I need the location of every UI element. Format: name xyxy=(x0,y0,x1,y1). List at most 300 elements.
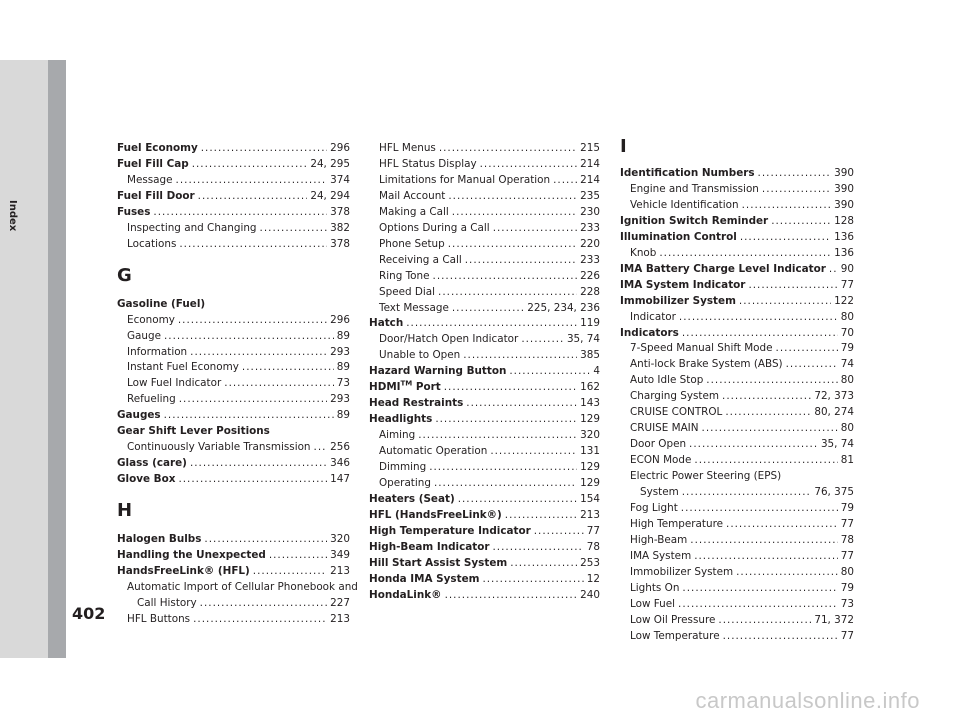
entry-label: Fuel Fill Cap xyxy=(117,157,189,170)
entry-label: Automatic Import of Cellular Phonebook and xyxy=(127,580,358,593)
index-subentry[interactable] xyxy=(620,421,854,437)
entry-label: Low Oil Pressure xyxy=(630,613,716,626)
index-entry[interactable] xyxy=(117,564,350,580)
page-reference[interactable]: 256 xyxy=(330,441,350,454)
index-subentry[interactable] xyxy=(369,460,600,476)
entry-label: HFL Menus xyxy=(379,142,436,154)
entry-label: High Temperature xyxy=(630,517,724,530)
page-reference[interactable]: 230 xyxy=(580,205,600,218)
leader-dots xyxy=(725,405,811,421)
index-entry[interactable] xyxy=(620,230,854,246)
index-subentry[interactable] xyxy=(620,357,854,373)
page-reference[interactable]: 131 xyxy=(580,445,600,458)
page-reference[interactable]: 79 xyxy=(840,502,854,515)
index-subentry[interactable] xyxy=(117,329,350,345)
page-reference[interactable]: 390 xyxy=(834,198,854,211)
page-reference[interactable]: 225, 234, 236 xyxy=(527,301,600,314)
entry-label: Low Fuel Indicator xyxy=(127,377,222,390)
entry-label: Speed Dial xyxy=(379,285,436,298)
page-reference[interactable]: 4 xyxy=(593,365,600,378)
index-entry[interactable] xyxy=(117,456,350,472)
index-subentry[interactable] xyxy=(369,221,600,237)
entry-label: HFL Buttons xyxy=(127,612,191,625)
index-subentry[interactable] xyxy=(369,237,600,253)
page-reference[interactable]: 77 xyxy=(840,517,854,530)
page-reference[interactable]: 154 xyxy=(580,492,600,505)
entry-label: Glass (care) xyxy=(117,457,187,470)
page-reference[interactable]: 382 xyxy=(330,221,350,234)
leader-dots xyxy=(452,301,524,317)
leader-dots xyxy=(722,389,811,405)
index-subentry[interactable] xyxy=(620,565,854,581)
page-reference[interactable]: 147 xyxy=(330,473,350,486)
index-subentry[interactable] xyxy=(117,580,358,596)
page-reference[interactable]: 35, 74 xyxy=(566,333,600,346)
page-reference[interactable]: 24, 294 xyxy=(310,189,350,202)
page-reference[interactable]: 78 xyxy=(586,540,600,553)
entry-label: Indicator xyxy=(630,310,676,323)
leader-dots xyxy=(439,141,577,157)
entry-label: CRUISE MAIN xyxy=(630,422,699,435)
leader-dots xyxy=(682,326,838,342)
page-reference[interactable]: 233 xyxy=(580,253,600,266)
index-entry[interactable] xyxy=(620,262,854,278)
entry-label: Options During a Call xyxy=(379,221,490,234)
index-entry[interactable] xyxy=(369,316,600,332)
index-subentry[interactable] xyxy=(117,596,350,612)
leader-dots xyxy=(689,437,818,453)
entry-label: HFL (HandsFreeLink®) xyxy=(369,508,502,521)
leader-dots xyxy=(190,456,327,472)
section-letter: G xyxy=(117,264,132,286)
leader-dots xyxy=(260,221,328,237)
entry-label: Hazard Warning Button xyxy=(369,365,507,378)
index-subentry[interactable] xyxy=(117,376,350,392)
entry-label: Aiming xyxy=(379,429,416,442)
leader-dots xyxy=(179,237,327,253)
page-reference[interactable]: 129 xyxy=(580,413,600,426)
page-reference[interactable]: 80 xyxy=(840,565,854,578)
page-reference[interactable]: 73 xyxy=(336,377,350,390)
index-entry[interactable] xyxy=(117,141,350,157)
leader-dots xyxy=(433,269,578,285)
entry-label: IMA System xyxy=(630,549,692,562)
page-reference[interactable]: 73 xyxy=(840,597,854,610)
page-reference[interactable]: 77 xyxy=(840,278,854,291)
entry-label: Auto Idle Stop xyxy=(630,374,704,387)
index-subentry[interactable] xyxy=(117,237,350,253)
entry-label: Phone Setup xyxy=(379,237,445,250)
page-reference[interactable]: 129 xyxy=(580,477,600,490)
page-reference[interactable]: 296 xyxy=(330,142,350,154)
index-subentry[interactable] xyxy=(620,597,854,613)
index-entry[interactable] xyxy=(117,548,350,564)
page-reference[interactable]: 214 xyxy=(580,173,600,186)
page-reference[interactable]: 349 xyxy=(330,549,350,562)
entry-label: Instant Fuel Economy xyxy=(127,361,239,374)
index-entry[interactable] xyxy=(369,412,600,428)
index-entry[interactable] xyxy=(117,157,350,173)
entry-label: Hatch xyxy=(369,317,404,330)
page-reference[interactable]: 293 xyxy=(330,393,350,406)
page-reference[interactable]: 90 xyxy=(840,262,854,275)
index-subentry[interactable] xyxy=(620,310,854,326)
section-letter: I xyxy=(620,136,627,157)
page-reference[interactable]: 143 xyxy=(580,397,600,410)
page-reference[interactable]: 77 xyxy=(840,549,854,562)
page-reference[interactable]: 72, 373 xyxy=(814,390,854,403)
index-subentry[interactable] xyxy=(620,373,854,389)
page-reference[interactable]: 79 xyxy=(840,342,854,355)
leader-dots xyxy=(444,380,577,396)
entry-label: Illumination Control xyxy=(620,230,737,243)
leader-dots xyxy=(739,294,831,310)
entry-label: Information xyxy=(127,345,188,358)
index-subentry[interactable] xyxy=(620,629,854,645)
index-subentry[interactable] xyxy=(369,189,600,205)
index-subentry[interactable] xyxy=(620,437,854,453)
leader-dots xyxy=(178,313,327,329)
index-entry[interactable] xyxy=(117,532,350,548)
leader-dots xyxy=(176,173,328,189)
watermark: carmanualsonline.info xyxy=(695,688,920,713)
entry-label-suffix: Port xyxy=(412,381,441,394)
leader-dots xyxy=(429,460,577,476)
leader-dots xyxy=(435,412,577,428)
entry-label: Anti-lock Brake System (ABS) xyxy=(630,358,783,371)
index-subentry[interactable] xyxy=(620,501,854,517)
page-reference[interactable]: 35, 74 xyxy=(820,438,854,451)
index-subentry[interactable] xyxy=(117,221,350,237)
page-reference[interactable]: 78 xyxy=(840,533,854,546)
page-reference[interactable]: 79 xyxy=(840,581,854,594)
page-reference[interactable]: 240 xyxy=(580,588,600,601)
leader-dots xyxy=(445,588,578,604)
page-reference[interactable]: 76, 375 xyxy=(814,486,854,499)
entry-label: Low Fuel xyxy=(630,597,676,610)
leader-dots xyxy=(726,517,838,533)
page-reference[interactable]: 81 xyxy=(840,454,854,467)
index-subentry[interactable] xyxy=(369,205,600,221)
index-subentry[interactable] xyxy=(117,345,350,361)
page-reference[interactable]: 89 xyxy=(336,329,350,342)
entry-label xyxy=(369,380,441,396)
leader-dots xyxy=(201,141,327,157)
index-subentry[interactable] xyxy=(369,476,600,492)
leader-dots xyxy=(198,189,308,205)
page-reference[interactable]: 77 xyxy=(840,629,854,642)
index-subentry[interactable] xyxy=(369,348,600,364)
entry-label: Economy xyxy=(127,313,175,326)
entry-label: Making a Call xyxy=(379,205,449,218)
side-tab-accent xyxy=(48,60,66,658)
index-subentry[interactable] xyxy=(620,246,854,262)
entry-label: Locations xyxy=(127,237,177,250)
index-entry[interactable] xyxy=(117,472,350,488)
page-reference[interactable]: 215 xyxy=(580,142,600,154)
page-reference[interactable]: 89 xyxy=(336,361,350,374)
entry-label: HondaLink® xyxy=(369,588,442,601)
index-subentry[interactable] xyxy=(620,581,854,597)
index-entry[interactable] xyxy=(117,205,350,221)
entry-label: Honda IMA System xyxy=(369,572,480,585)
leader-dots xyxy=(718,613,811,629)
index-subentry[interactable] xyxy=(117,360,350,376)
index-entry[interactable] xyxy=(369,380,600,396)
leader-dots xyxy=(438,285,577,301)
page-reference[interactable]: 220 xyxy=(580,237,600,250)
side-tab xyxy=(0,60,48,658)
entry-label: Refueling xyxy=(127,393,176,406)
index-subentry[interactable] xyxy=(117,313,350,329)
index-subentry[interactable] xyxy=(117,440,350,456)
entry-label: Automatic Operation xyxy=(379,445,488,458)
side-tab-label: Index xyxy=(7,200,18,232)
page-reference[interactable]: 122 xyxy=(834,294,854,307)
entry-label: High-Beam Indicator xyxy=(369,540,490,553)
leader-dots xyxy=(694,453,837,469)
index-entry[interactable] xyxy=(369,364,600,380)
page-reference[interactable]: 233 xyxy=(580,221,600,234)
index-entry[interactable] xyxy=(369,492,600,508)
page-reference[interactable]: 214 xyxy=(580,157,600,170)
leader-dots xyxy=(204,532,327,548)
leader-dots xyxy=(493,540,584,556)
entry-label: Ring Tone xyxy=(379,269,430,282)
index-subentry[interactable] xyxy=(620,549,854,565)
index-entry[interactable] xyxy=(117,408,350,424)
entry-label: Handling the Unexpected xyxy=(117,549,266,562)
page-reference[interactable]: 390 xyxy=(834,182,854,195)
entry-label: Identification Numbers xyxy=(620,167,755,179)
leader-dots xyxy=(164,329,334,345)
entry-label: Mail Account xyxy=(379,189,446,202)
index-subentry[interactable] xyxy=(620,405,854,421)
entry-label: Immobilizer System xyxy=(630,565,734,578)
leader-dots xyxy=(702,421,838,437)
leader-dots xyxy=(681,501,838,517)
page-reference[interactable]: 378 xyxy=(330,205,350,218)
page-reference[interactable]: 129 xyxy=(580,461,600,474)
entry-label: Immobilizer System xyxy=(620,294,736,307)
leader-dots xyxy=(466,396,577,412)
page-reference[interactable]: 296 xyxy=(330,313,350,326)
leader-dots xyxy=(434,476,577,492)
index-subentry[interactable] xyxy=(369,173,600,189)
index-entry[interactable] xyxy=(117,297,350,313)
entry-label: Vehicle Identification xyxy=(630,198,739,211)
page-reference[interactable]: 70 xyxy=(840,326,854,339)
page-reference[interactable]: 136 xyxy=(834,230,854,243)
page-reference[interactable]: 213 xyxy=(330,565,350,578)
entry-label: Gauge xyxy=(127,329,161,342)
leader-dots xyxy=(224,376,334,392)
leader-dots xyxy=(200,596,327,612)
page-reference[interactable]: 213 xyxy=(330,612,350,625)
index-subentry[interactable] xyxy=(620,198,854,214)
index-column-3 xyxy=(620,136,854,645)
page-reference[interactable]: 77 xyxy=(586,524,600,537)
leader-dots xyxy=(480,157,578,173)
entry-label: Hill Start Assist System xyxy=(369,556,508,569)
leader-dots xyxy=(314,440,328,456)
leader-dots xyxy=(690,533,837,549)
page-reference[interactable]: 374 xyxy=(330,173,350,186)
page-reference[interactable]: 136 xyxy=(834,246,854,259)
entry-label: Operating xyxy=(379,477,431,490)
page-reference[interactable]: 24, 295 xyxy=(310,157,350,170)
leader-dots xyxy=(242,360,334,376)
index-entry[interactable] xyxy=(620,278,854,294)
index-entry[interactable] xyxy=(369,508,600,524)
leader-dots xyxy=(269,548,327,564)
page-reference[interactable]: 226 xyxy=(580,269,600,282)
page-reference[interactable]: 228 xyxy=(580,285,600,298)
entry-label: Lights On xyxy=(630,581,680,594)
page-reference[interactable]: 378 xyxy=(330,237,350,250)
leader-dots xyxy=(178,472,327,488)
entry-label: Halogen Bulbs xyxy=(117,533,202,546)
index-subentry[interactable] xyxy=(620,533,854,549)
entry-label: Door Open xyxy=(630,438,687,451)
index-subentry[interactable] xyxy=(620,182,854,198)
index-entry[interactable] xyxy=(369,572,600,588)
index-subentry[interactable] xyxy=(620,485,854,501)
entry-label: Headlights xyxy=(369,413,433,426)
index-subentry[interactable] xyxy=(620,469,854,485)
page-reference[interactable]: 320 xyxy=(330,533,350,546)
leader-dots xyxy=(534,524,584,540)
index-entry[interactable] xyxy=(369,540,600,556)
index-subentry[interactable] xyxy=(620,517,854,533)
page-reference[interactable]: 162 xyxy=(580,381,600,394)
index-entry[interactable] xyxy=(620,166,854,182)
page-reference[interactable]: 71, 372 xyxy=(814,613,854,626)
page-reference[interactable]: 80 xyxy=(840,310,854,323)
leader-dots xyxy=(510,556,577,572)
index-entry[interactable] xyxy=(620,326,854,342)
entry-label: Gauges xyxy=(117,409,161,422)
leader-dots xyxy=(448,237,577,253)
index-entry[interactable] xyxy=(369,524,600,540)
index-subentry[interactable] xyxy=(369,157,600,173)
index-entry[interactable] xyxy=(117,189,350,205)
page-reference[interactable]: 385 xyxy=(580,349,600,362)
entry-label: Engine and Transmission xyxy=(630,182,759,195)
entry-label-text: HDMI xyxy=(369,381,401,394)
entry-label: Continuously Variable Transmission xyxy=(127,441,311,454)
page-reference[interactable]: 74 xyxy=(840,358,854,371)
leader-dots xyxy=(458,492,577,508)
page-reference[interactable]: 80 xyxy=(840,374,854,387)
entry-label: HandsFreeLink® (HFL) xyxy=(117,565,250,578)
leader-dots xyxy=(553,173,577,189)
index-entry[interactable] xyxy=(620,214,854,230)
index-subentry[interactable] xyxy=(369,285,600,301)
leader-dots xyxy=(153,205,327,221)
page-reference[interactable]: 80 xyxy=(840,422,854,435)
index-subentry[interactable] xyxy=(620,453,854,469)
page-reference[interactable]: 293 xyxy=(330,345,350,358)
index-subentry[interactable] xyxy=(369,301,600,317)
index-entry[interactable] xyxy=(369,556,600,572)
page-reference[interactable]: 80, 274 xyxy=(814,406,854,419)
entry-label: Receiving a Call xyxy=(379,253,462,266)
leader-dots xyxy=(679,310,838,326)
entry-label: Message xyxy=(127,173,173,186)
section-letter: H xyxy=(117,500,133,522)
index-entry[interactable] xyxy=(369,588,600,604)
page-reference[interactable]: 227 xyxy=(330,596,350,609)
page-reference[interactable]: 235 xyxy=(580,189,600,202)
leader-dots xyxy=(748,278,837,294)
entry-label: Charging System xyxy=(630,390,720,403)
index-subentry[interactable] xyxy=(369,269,600,285)
page-reference[interactable]: 119 xyxy=(580,317,600,330)
leader-dots xyxy=(521,332,564,348)
page-reference[interactable]: 12 xyxy=(586,572,600,585)
trademark-superscript: TM xyxy=(400,379,413,388)
page-reference[interactable]: 320 xyxy=(580,429,600,442)
page-reference[interactable]: 213 xyxy=(580,508,600,521)
page-reference[interactable]: 390 xyxy=(834,167,854,179)
index-subentry[interactable] xyxy=(117,173,350,189)
leader-dots xyxy=(742,198,832,214)
leader-dots xyxy=(706,373,837,389)
index-column-1 xyxy=(117,141,358,628)
entry-label: Fuel Economy xyxy=(117,142,198,154)
index-subentry[interactable] xyxy=(620,389,854,405)
entry-label: Heaters (Seat) xyxy=(369,492,455,505)
entry-label: 7-Speed Manual Shift Mode xyxy=(630,342,773,355)
page-reference[interactable]: 346 xyxy=(330,457,350,470)
leader-dots xyxy=(452,205,577,221)
page-number: 402 xyxy=(72,604,106,623)
page-reference[interactable]: 253 xyxy=(580,556,600,569)
entry-label: CRUISE CONTROL xyxy=(630,406,723,419)
index-subentry[interactable] xyxy=(117,392,350,408)
entry-label: Inspecting and Changing xyxy=(127,221,257,234)
index-entry[interactable] xyxy=(620,294,854,310)
leader-dots xyxy=(482,572,583,588)
index-subentry[interactable] xyxy=(620,613,854,629)
leader-dots xyxy=(682,485,812,501)
leader-dots xyxy=(659,246,831,262)
entry-label: Unable to Open xyxy=(379,349,461,362)
index-subentry[interactable] xyxy=(369,253,600,269)
entry-label: Fog Light xyxy=(630,502,678,515)
entry-label: Gear Shift Lever Positions xyxy=(117,425,270,438)
entry-label: Fuses xyxy=(117,205,151,218)
entry-label: IMA System Indicator xyxy=(620,278,746,291)
index-subentry[interactable] xyxy=(369,332,600,348)
entry-label: Fuel Fill Door xyxy=(117,189,195,202)
entry-label: Door/Hatch Open Indicator xyxy=(379,333,519,346)
leader-dots xyxy=(678,597,838,613)
index-subentry[interactable] xyxy=(369,428,600,444)
index-subentry[interactable] xyxy=(369,444,600,460)
index-subentry[interactable] xyxy=(620,341,854,357)
leader-dots xyxy=(448,189,577,205)
leader-dots xyxy=(164,408,334,424)
page-reference[interactable]: 89 xyxy=(336,409,350,422)
index-entry[interactable] xyxy=(117,424,350,440)
index-subentry[interactable] xyxy=(369,141,600,157)
index-subentry[interactable] xyxy=(117,612,350,628)
index-entry[interactable] xyxy=(369,396,600,412)
page-reference[interactable]: 128 xyxy=(834,214,854,227)
leader-dots xyxy=(179,392,327,408)
